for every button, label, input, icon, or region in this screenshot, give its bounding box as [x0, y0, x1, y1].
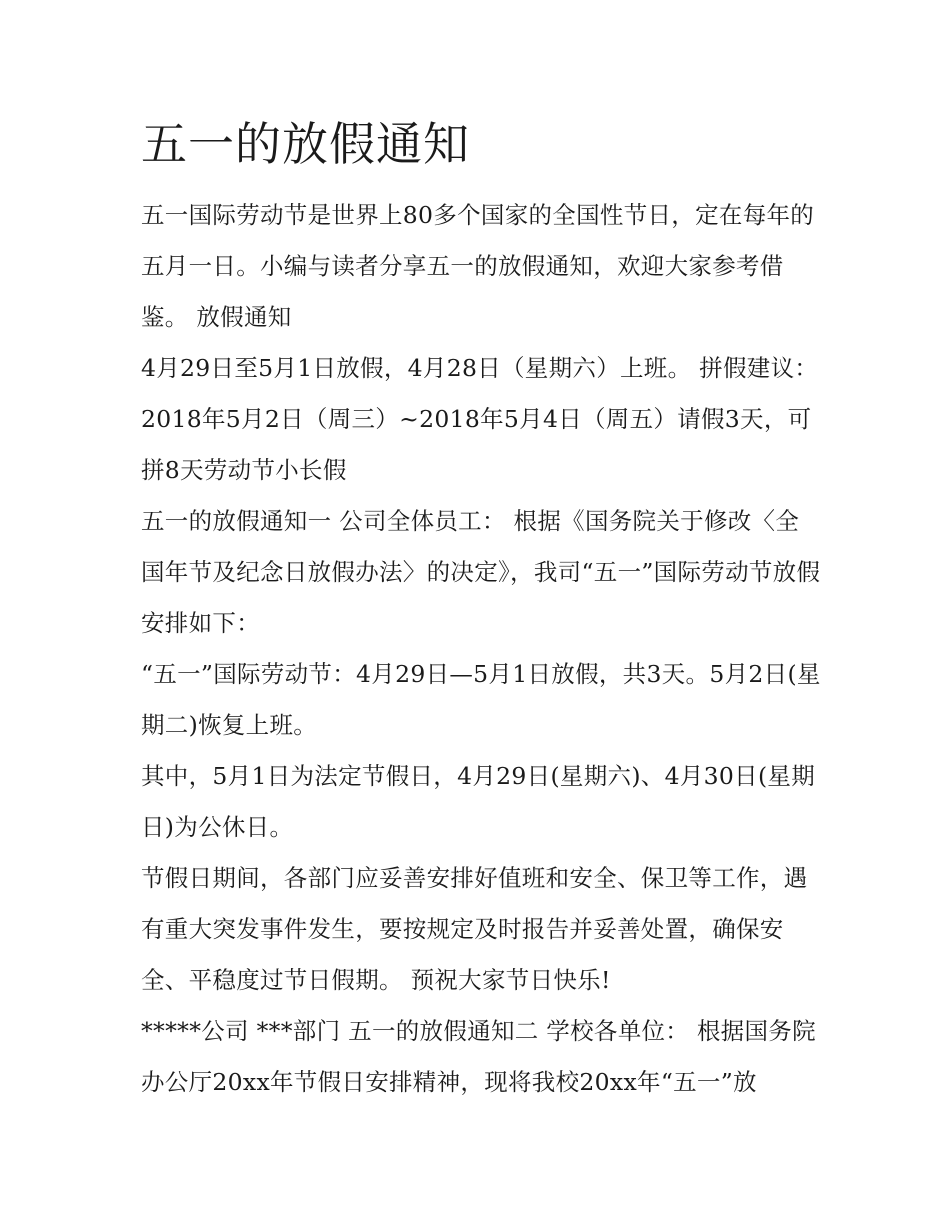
notice-one-detail-paragraph: 其中，5月1日为法定节假日，4月29日(星期六)、4月30日(星期日)为公休日。 [141, 762, 816, 841]
notice-one-duties-paragraph: 节假日期间，各部门应妥善安排好值班和安全、保卫等工作，遇有重大突发事件发生，要按规定及时报告并妥善处置，确保安全、平稳度过节日假期。 预祝大家节日快乐! [141, 864, 808, 994]
notice-one-intro-paragraph: 五一的放假通知一 公司全体员工： 根据《国务院关于修改〈全国年节及纪念日放假办法〉的决定》，我司“五一”国际劳动节放假安排如下： [141, 507, 821, 637]
schedule-paragraph: 4月29日至5月1日放假，4月28日（星期六）上班。 拼假建议：2018年5月2日（周三）~2018年5月4日（周五）请假3天，可拼8天劳动节小长假 [141, 354, 819, 484]
intro-paragraph: 五一国际劳动节是世界上80多个国家的全国性节日，定在每年的五月一日。小编与读者分享五一的放假通知，欢迎大家参考借鉴。 放假通知 [141, 201, 815, 331]
document-title: 五一的放假通知 [141, 117, 470, 171]
notice-two-intro-paragraph: *****公司 ***部门 五一的放假通知二 学校各单位： 根据国务院办公厅20xx年节假日安排精神，现将我校20xx年“五一”放 [141, 1017, 816, 1096]
document-page [141, 112, 821, 1108]
notice-one-dates-paragraph: “五一”国际劳动节：4月29日—5月1日放假，共3天。5月2日(星期二)恢复上班。 [141, 660, 821, 739]
